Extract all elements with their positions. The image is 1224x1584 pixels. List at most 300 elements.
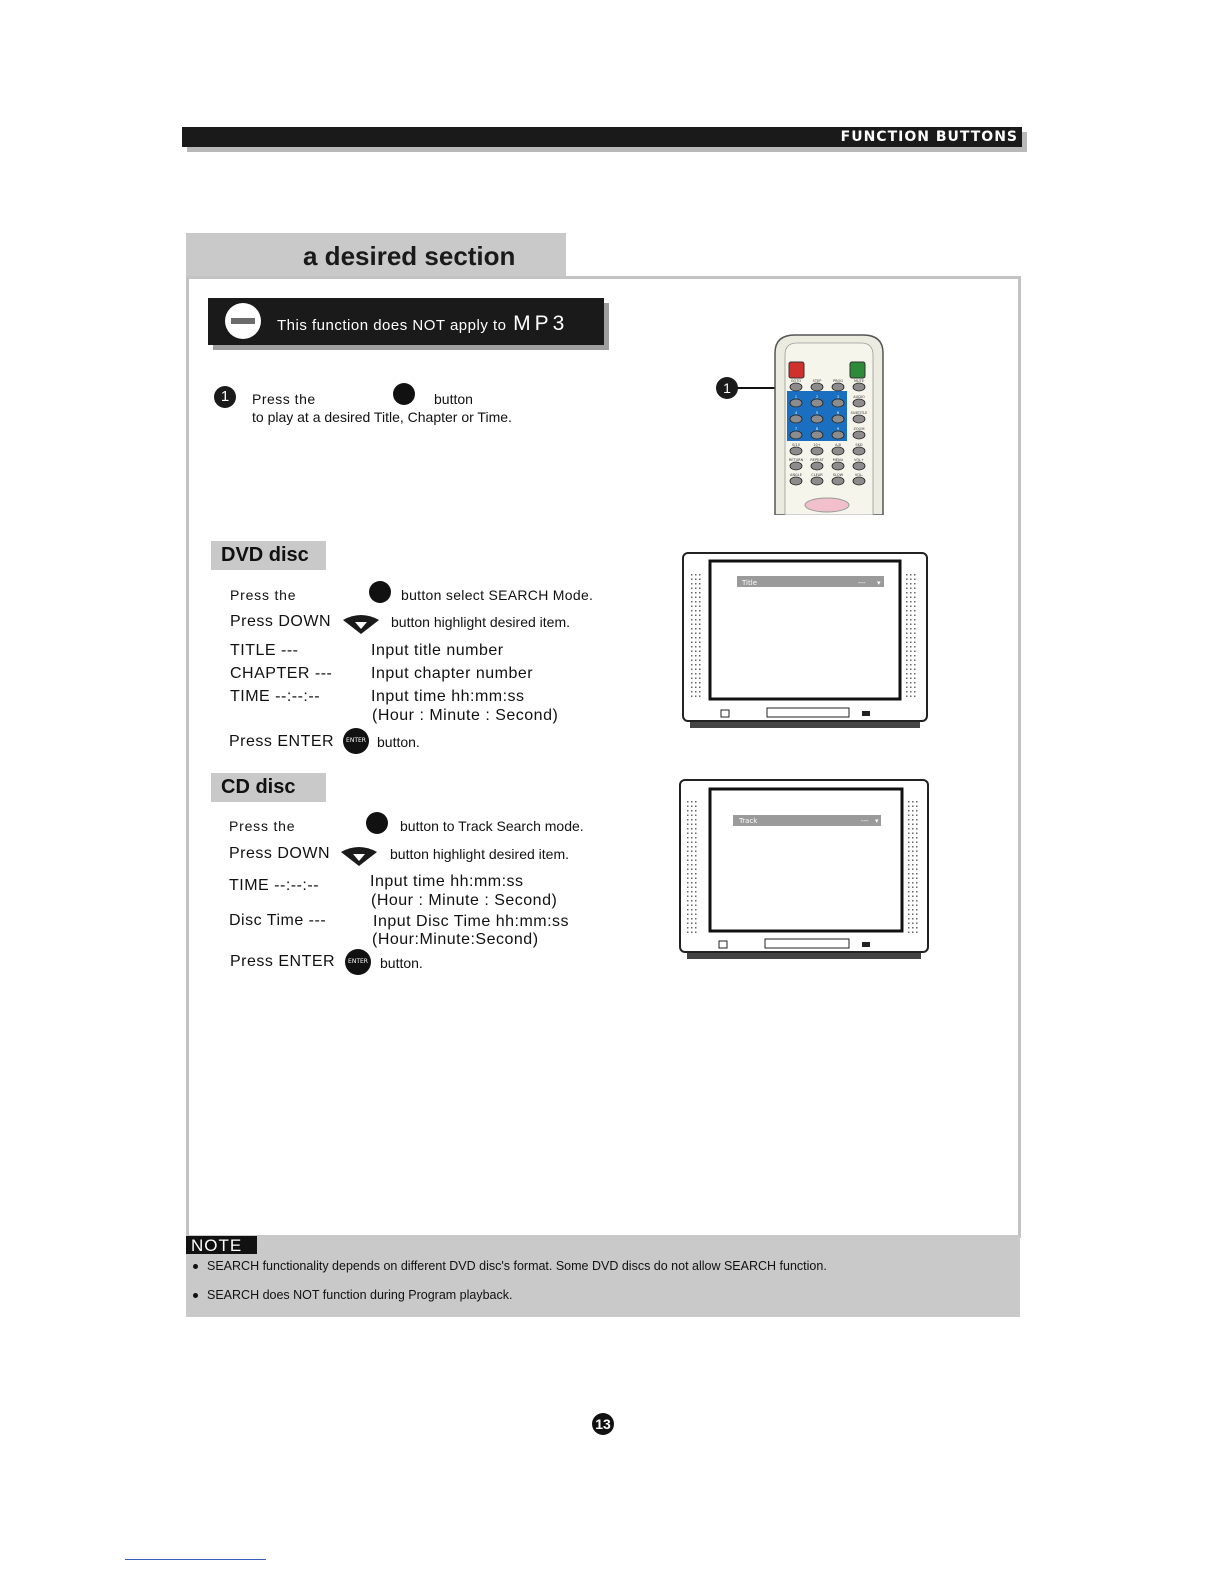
speaker-dot	[699, 682, 701, 684]
speaker-dot	[914, 583, 916, 585]
speaker-dot	[691, 651, 693, 653]
speaker-dot	[695, 833, 697, 835]
speaker-dot	[699, 660, 701, 662]
speaker-dot	[699, 628, 701, 630]
bullet-icon	[193, 1293, 198, 1298]
speaker-dot	[691, 687, 693, 689]
remote-key-label: MENU	[832, 458, 844, 462]
speaker-dot	[908, 905, 910, 907]
speaker-dot	[695, 932, 697, 934]
speaker-dot	[906, 592, 908, 594]
speaker-dot	[699, 597, 701, 599]
bullet-icon	[193, 1264, 198, 1269]
speaker-dot	[908, 842, 910, 844]
speaker-dot	[914, 642, 916, 644]
speaker-dot	[695, 682, 697, 684]
speaker-dot	[687, 860, 689, 862]
speaker-dot	[914, 628, 916, 630]
speaker-dot	[912, 900, 914, 902]
speaker-dot	[908, 846, 910, 848]
speaker-dot	[916, 837, 918, 839]
speaker-dot	[691, 801, 693, 803]
speaker-dot	[687, 851, 689, 853]
speaker-dot	[912, 891, 914, 893]
speaker-dot	[695, 824, 697, 826]
dvd-press-enter: Press ENTER	[229, 733, 335, 750]
speaker-dot	[695, 588, 697, 590]
nav-pad	[805, 498, 849, 512]
speaker-dot	[906, 696, 908, 698]
speaker-dot	[691, 806, 693, 808]
speaker-dot	[910, 615, 912, 617]
remote-key-label: ZOOM	[853, 427, 865, 431]
remote-key	[811, 462, 823, 470]
speaker-dot	[914, 588, 916, 590]
tv-title-text: Track	[739, 817, 758, 825]
dvd-down-button-icon	[342, 613, 380, 635]
speaker-dot	[699, 601, 701, 603]
speaker-dot	[699, 655, 701, 657]
speaker-dot	[912, 810, 914, 812]
cd-press-the: Press the	[229, 818, 296, 834]
cd-disc-desc: Input Disc Time hh:mm:ss	[373, 913, 570, 930]
speaker-dot	[914, 655, 916, 657]
speaker-dot	[691, 918, 693, 920]
speaker-dot	[910, 601, 912, 603]
speaker-dot	[916, 896, 918, 898]
remote-key-label: GOTO	[790, 379, 802, 383]
remote-key	[811, 399, 823, 407]
remote-key	[811, 415, 823, 423]
remote-key-label: 0/10	[792, 443, 800, 447]
remote-key-label: AUDIO	[853, 395, 865, 399]
speaker-dot	[906, 673, 908, 675]
speaker-dot	[691, 678, 693, 680]
speaker-dot	[916, 923, 918, 925]
speaker-dot	[912, 905, 914, 907]
speaker-dot	[687, 914, 689, 916]
speaker-dot	[691, 842, 693, 844]
cd-disc-note: (Hour:Minute:Second)	[372, 931, 539, 948]
speaker-dot	[914, 624, 916, 626]
speaker-dot	[910, 669, 912, 671]
speaker-dot	[912, 860, 914, 862]
speaker-dot	[912, 918, 914, 920]
speaker-dot	[691, 824, 693, 826]
speaker-dot	[687, 815, 689, 817]
speaker-dot	[916, 891, 918, 893]
speaker-dot	[906, 633, 908, 635]
tv-screen	[710, 789, 902, 931]
remote-key	[790, 462, 802, 470]
speaker-dot	[687, 806, 689, 808]
speaker-dot	[691, 619, 693, 621]
speaker-dot	[691, 583, 693, 585]
speaker-dot	[699, 687, 701, 689]
speaker-dot	[908, 891, 910, 893]
speaker-dot	[695, 923, 697, 925]
speaker-dot	[910, 664, 912, 666]
speaker-dot	[691, 696, 693, 698]
speaker-dot	[699, 574, 701, 576]
speaker-dot	[908, 873, 910, 875]
speaker-dot	[695, 891, 697, 893]
remote-key	[832, 399, 844, 407]
speaker-dot	[912, 878, 914, 880]
speaker-dot	[695, 592, 697, 594]
speaker-dot	[906, 597, 908, 599]
speaker-dot	[691, 810, 693, 812]
speaker-dot	[695, 815, 697, 817]
speaker-dot	[695, 855, 697, 857]
speaker-dot	[695, 669, 697, 671]
speaker-dot	[910, 691, 912, 693]
speaker-dot	[691, 927, 693, 929]
speaker-dot	[916, 828, 918, 830]
cd-search-button-icon	[366, 812, 388, 834]
speaker-dot	[914, 678, 916, 680]
speaker-dot	[695, 660, 697, 662]
speaker-dot	[914, 651, 916, 653]
speaker-dot	[906, 664, 908, 666]
speaker-dot	[691, 682, 693, 684]
speaker-dot	[695, 819, 697, 821]
speaker-dot	[908, 860, 910, 862]
speaker-dot	[908, 887, 910, 889]
remote-key	[853, 462, 865, 470]
speaker-dot	[695, 918, 697, 920]
speaker-dot	[691, 597, 693, 599]
speaker-dot	[695, 842, 697, 844]
speaker-dot	[916, 801, 918, 803]
remote-key-label: PROG	[832, 379, 844, 383]
speaker-dot	[695, 887, 697, 889]
dvd-title-desc: Input title number	[371, 642, 504, 659]
footer-line	[125, 1559, 266, 1560]
remote-key	[853, 399, 865, 407]
speaker-dot	[691, 905, 693, 907]
remote-key	[832, 383, 844, 391]
speaker-dot	[914, 691, 916, 693]
speaker-dot	[910, 646, 912, 648]
speaker-dot	[906, 682, 908, 684]
remote-key	[832, 415, 844, 423]
speaker-dot	[916, 824, 918, 826]
speaker-dot	[914, 669, 916, 671]
speaker-dot	[910, 610, 912, 612]
note-item: SEARCH does NOT function during Program playback.	[193, 1288, 512, 1302]
remote-key-label: ANGLE	[790, 473, 802, 477]
cd-press-down: Press DOWN	[229, 845, 330, 862]
remote-key	[853, 447, 865, 455]
remote-key	[832, 447, 844, 455]
cd-disc-heading: CD disc	[211, 773, 326, 802]
speaker-dot	[691, 878, 693, 880]
speaker-dot	[691, 932, 693, 934]
speaker-dot	[691, 673, 693, 675]
speaker-dot	[910, 673, 912, 675]
speaker-dot	[914, 579, 916, 581]
speaker-dot	[908, 828, 910, 830]
remote-key	[790, 415, 802, 423]
speaker-dot	[691, 923, 693, 925]
speaker-dot	[908, 882, 910, 884]
speaker-dot	[691, 846, 693, 848]
speaker-dot	[695, 810, 697, 812]
speaker-dot	[687, 918, 689, 920]
step-number-badge: 1	[214, 386, 236, 408]
speaker-dot	[691, 660, 693, 662]
speaker-dot	[906, 610, 908, 612]
speaker-dot	[912, 833, 914, 835]
speaker-dot	[908, 869, 910, 871]
speaker-dot	[695, 687, 697, 689]
speaker-dot	[695, 619, 697, 621]
speaker-dot	[912, 927, 914, 929]
speaker-dot	[914, 682, 916, 684]
speaker-dot	[687, 909, 689, 911]
speaker-dot	[912, 855, 914, 857]
remote-key	[811, 477, 823, 485]
speaker-dot	[695, 646, 697, 648]
speaker-dot	[912, 864, 914, 866]
speaker-dot	[912, 909, 914, 911]
speaker-dot	[695, 873, 697, 875]
remote-key-label: RETURN	[788, 458, 804, 462]
speaker-dot	[695, 628, 697, 630]
speaker-dot	[695, 896, 697, 898]
tv-title-text: Title	[742, 579, 758, 587]
speaker-dot	[691, 914, 693, 916]
speaker-dot	[695, 574, 697, 576]
speaker-dot	[912, 851, 914, 853]
speaker-dot	[691, 655, 693, 657]
speaker-dot	[912, 815, 914, 817]
speaker-dot	[691, 646, 693, 648]
speaker-dot	[912, 873, 914, 875]
speaker-dot	[916, 878, 918, 880]
step1-button-text: button	[434, 391, 473, 407]
speaker-dot	[916, 855, 918, 857]
speaker-dot	[695, 882, 697, 884]
speaker-dot	[914, 615, 916, 617]
speaker-dot	[695, 806, 697, 808]
speaker-dot	[691, 579, 693, 581]
speaker-dot	[695, 864, 697, 866]
speaker-dot	[912, 882, 914, 884]
speaker-dot	[687, 855, 689, 857]
remote-key-label: VOL+	[854, 458, 864, 462]
speaker-dot	[691, 606, 693, 608]
speaker-dot	[912, 923, 914, 925]
speaker-dot	[912, 887, 914, 889]
speaker-dot	[695, 905, 697, 907]
speaker-dot	[914, 574, 916, 576]
remote-key	[790, 431, 802, 439]
remote-key	[811, 431, 823, 439]
speaker-dot	[914, 696, 916, 698]
speaker-dot	[916, 846, 918, 848]
speaker-dot	[695, 624, 697, 626]
speaker-dot	[908, 909, 910, 911]
speaker-dot	[916, 860, 918, 862]
speaker-dot	[906, 588, 908, 590]
speaker-dot	[699, 592, 701, 594]
speaker-dot	[916, 882, 918, 884]
callout-number: 1	[723, 380, 731, 396]
speaker-dot	[910, 660, 912, 662]
speaker-dot	[695, 828, 697, 830]
remote-key-label: 10+	[813, 443, 821, 447]
dvd-chapter-label: CHAPTER ---	[230, 665, 333, 682]
speaker-dot	[908, 896, 910, 898]
remote-key-label: REPEAT	[810, 458, 824, 462]
speaker-dot	[691, 864, 693, 866]
speaker-dot	[916, 927, 918, 929]
speaker-dot	[695, 579, 697, 581]
speaker-dot	[916, 869, 918, 871]
speaker-dot	[916, 806, 918, 808]
tv-control-panel	[767, 708, 849, 717]
speaker-dot	[687, 905, 689, 907]
speaker-dot	[687, 873, 689, 875]
speaker-dot	[691, 574, 693, 576]
speaker-dot	[906, 646, 908, 648]
remote-key-label: 3	[836, 395, 840, 399]
remote-key-label: 9	[836, 427, 840, 431]
header-title: FUNCTION BUTTONS	[840, 129, 1018, 145]
speaker-dot	[691, 624, 693, 626]
speaker-dot	[906, 660, 908, 662]
remote-key-label: SUBTITLE	[850, 411, 868, 415]
speaker-dot	[912, 842, 914, 844]
speaker-dot	[912, 824, 914, 826]
remote-key	[790, 399, 802, 407]
cd-time-desc: Input time hh:mm:ss	[370, 873, 524, 890]
speaker-dot	[910, 592, 912, 594]
cd-press-enter: Press ENTER	[230, 953, 336, 970]
remote-key	[853, 415, 865, 423]
speaker-dot	[691, 601, 693, 603]
speaker-dot	[908, 855, 910, 857]
speaker-dot	[691, 637, 693, 639]
remote-key-label: 7	[794, 427, 798, 431]
dvd-press-down: Press DOWN	[230, 613, 331, 630]
speaker-dot	[908, 914, 910, 916]
speaker-dot	[906, 583, 908, 585]
speaker-dot	[691, 615, 693, 617]
speaker-dot	[699, 646, 701, 648]
speaker-dot	[699, 624, 701, 626]
speaker-dot	[916, 815, 918, 817]
speaker-dot	[906, 678, 908, 680]
speaker-dot	[687, 891, 689, 893]
speaker-dot	[691, 828, 693, 830]
speaker-dot	[906, 655, 908, 657]
speaker-dot	[910, 628, 912, 630]
speaker-dot	[695, 801, 697, 803]
speaker-dot	[695, 651, 697, 653]
open-button	[850, 362, 865, 378]
speaker-dot	[908, 927, 910, 929]
speaker-dot	[687, 846, 689, 848]
remote-key-label: 6	[836, 411, 840, 415]
speaker-dot	[691, 819, 693, 821]
speaker-dot	[906, 606, 908, 608]
speaker-dot	[695, 664, 697, 666]
speaker-dot	[906, 687, 908, 689]
speaker-dot	[908, 819, 910, 821]
remote-key	[832, 477, 844, 485]
speaker-dot	[908, 864, 910, 866]
warning-format: MP3	[513, 312, 569, 335]
speaker-dot	[699, 583, 701, 585]
cd-time-note: (Hour : Minute : Second)	[371, 892, 558, 909]
speaker-dot	[906, 651, 908, 653]
speaker-dot	[691, 588, 693, 590]
remote-key	[811, 383, 823, 391]
speaker-dot	[691, 691, 693, 693]
remote-key	[790, 383, 802, 391]
speaker-dot	[695, 606, 697, 608]
speaker-dot	[699, 619, 701, 621]
speaker-dot	[914, 610, 916, 612]
speaker-dot	[691, 815, 693, 817]
speaker-dot	[695, 909, 697, 911]
speaker-dot	[691, 592, 693, 594]
speaker-dot	[695, 655, 697, 657]
tv-power-indicator	[719, 941, 727, 948]
speaker-dot	[916, 810, 918, 812]
speaker-dot	[916, 932, 918, 934]
speaker-dot	[916, 842, 918, 844]
speaker-dot	[699, 642, 701, 644]
remote-key-label: A-B	[835, 443, 841, 447]
no-entry-icon	[225, 303, 261, 339]
tv-power-indicator	[721, 710, 729, 717]
speaker-dot	[687, 837, 689, 839]
speaker-dot	[916, 909, 918, 911]
speaker-dot	[912, 914, 914, 916]
cd-disc-label: Disc Time ---	[229, 912, 327, 929]
dvd-time-desc: Input time hh:mm:ss	[371, 688, 525, 705]
remote-key	[790, 447, 802, 455]
speaker-dot	[691, 851, 693, 853]
speaker-dot	[695, 878, 697, 880]
speaker-dot	[699, 669, 701, 671]
speaker-dot	[908, 918, 910, 920]
cd-highlight-text: button highlight desired item.	[390, 846, 569, 862]
speaker-dot	[906, 601, 908, 603]
speaker-dot	[912, 869, 914, 871]
speaker-dot	[695, 673, 697, 675]
tv-value-text: ---	[858, 579, 866, 587]
remote-key	[853, 477, 865, 485]
speaker-dot	[910, 696, 912, 698]
speaker-dot	[691, 855, 693, 857]
speaker-dot	[695, 914, 697, 916]
speaker-dot	[908, 932, 910, 934]
remote-key-label: MUTE	[854, 379, 864, 383]
speaker-dot	[910, 687, 912, 689]
cd-enter-button-icon: ENTER	[345, 949, 371, 975]
speaker-dot	[691, 642, 693, 644]
dvd-button-text: button.	[377, 734, 420, 750]
speaker-dot	[691, 891, 693, 893]
speaker-dot	[916, 851, 918, 853]
speaker-dot	[906, 574, 908, 576]
speaker-dot	[914, 597, 916, 599]
